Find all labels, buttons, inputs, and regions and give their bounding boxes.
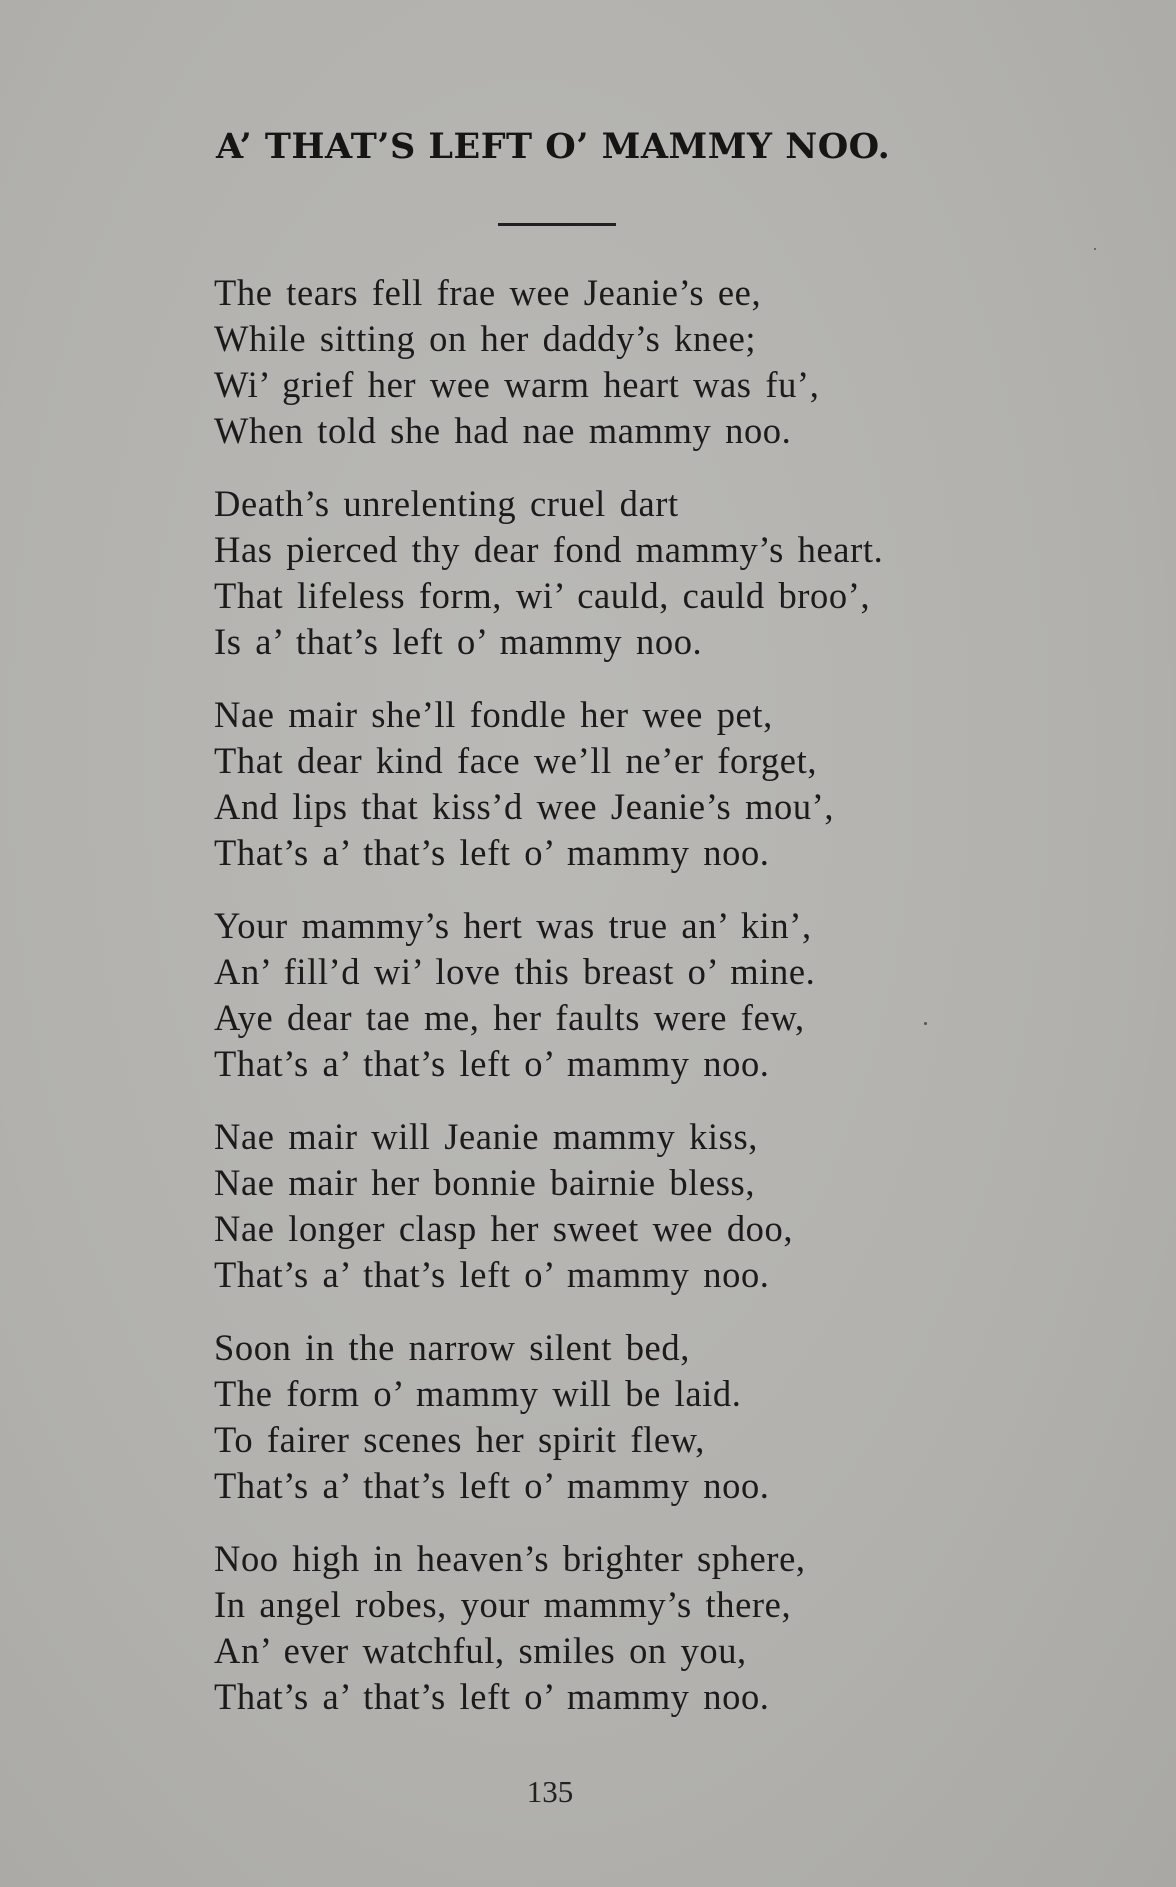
page-number: 135 (526, 1774, 574, 1809)
poem-line: Nae mair she’ll fondle her wee pet, (214, 694, 773, 735)
stanza (214, 1325, 1114, 1509)
poem-line: An’ ever watchful, smiles on you, (214, 1630, 747, 1671)
poem-line: That dear kind face we’ll ne’er forget, (214, 740, 818, 781)
poem-line: The tears fell frae wee Jeanie’s ee, (214, 272, 762, 313)
poem-line: Death’s unrelenting cruel dart (214, 483, 679, 524)
poem-line: Is a’ that’s left o’ mammy noo. (214, 621, 703, 662)
paper-speck (1094, 248, 1096, 250)
poem-line: Nae mair will Jeanie mammy kiss, (214, 1116, 758, 1157)
poem-line: That’s a’ that’s left o’ mammy noo. (214, 1465, 770, 1506)
stanza (214, 1536, 1114, 1720)
poem-line: Wi’ grief her wee warm heart was fu’, (214, 364, 820, 405)
poem-line: That’s a’ that’s left o’ mammy noo. (214, 1043, 770, 1084)
title-divider (498, 223, 616, 226)
poem-line: Aye dear tae me, her faults were few, (214, 997, 805, 1038)
poem-line: Your mammy’s hert was true an’ kin’, (214, 905, 812, 946)
poem-line: Nae longer clasp her sweet wee doo, (214, 1208, 794, 1249)
poem-line: Has pierced thy dear fond mammy’s heart. (214, 529, 884, 570)
poem-line: When told she had nae mammy noo. (214, 410, 792, 451)
poem-body (214, 270, 1114, 1747)
poem-line: That lifeless form, wi’ cauld, cauld broo’, (214, 575, 871, 616)
stanza (214, 1114, 1114, 1298)
poem-line: To fairer scenes her spirit flew, (214, 1419, 705, 1460)
paper-speck (924, 1022, 927, 1025)
poem-line: An’ fill’d wi’ love this breast o’ mine. (214, 951, 816, 992)
poem-title: A’ THAT’S LEFT O’ MAMMY NOO. (216, 126, 891, 167)
poem-line: Noo high in heaven’s brighter sphere, (214, 1538, 806, 1579)
poem-line: Soon in the narrow silent bed, (214, 1327, 690, 1368)
poem-line: And lips that kiss’d wee Jeanie’s mou’, (214, 786, 835, 827)
stanza (214, 270, 1114, 454)
poem-line: While sitting on her daddy’s knee; (214, 318, 757, 359)
poem-line: That’s a’ that’s left o’ mammy noo. (214, 1254, 770, 1295)
poem-line: That’s a’ that’s left o’ mammy noo. (214, 832, 770, 873)
stanza (214, 481, 1114, 665)
poem-line: That’s a’ that’s left o’ mammy noo. (214, 1676, 770, 1717)
poem-line: The form o’ mammy will be laid. (214, 1373, 742, 1414)
stanza (214, 903, 1114, 1087)
poem-line: Nae mair her bonnie bairnie bless, (214, 1162, 756, 1203)
poem-line: In angel robes, your mammy’s there, (214, 1584, 792, 1625)
stanza (214, 692, 1114, 876)
